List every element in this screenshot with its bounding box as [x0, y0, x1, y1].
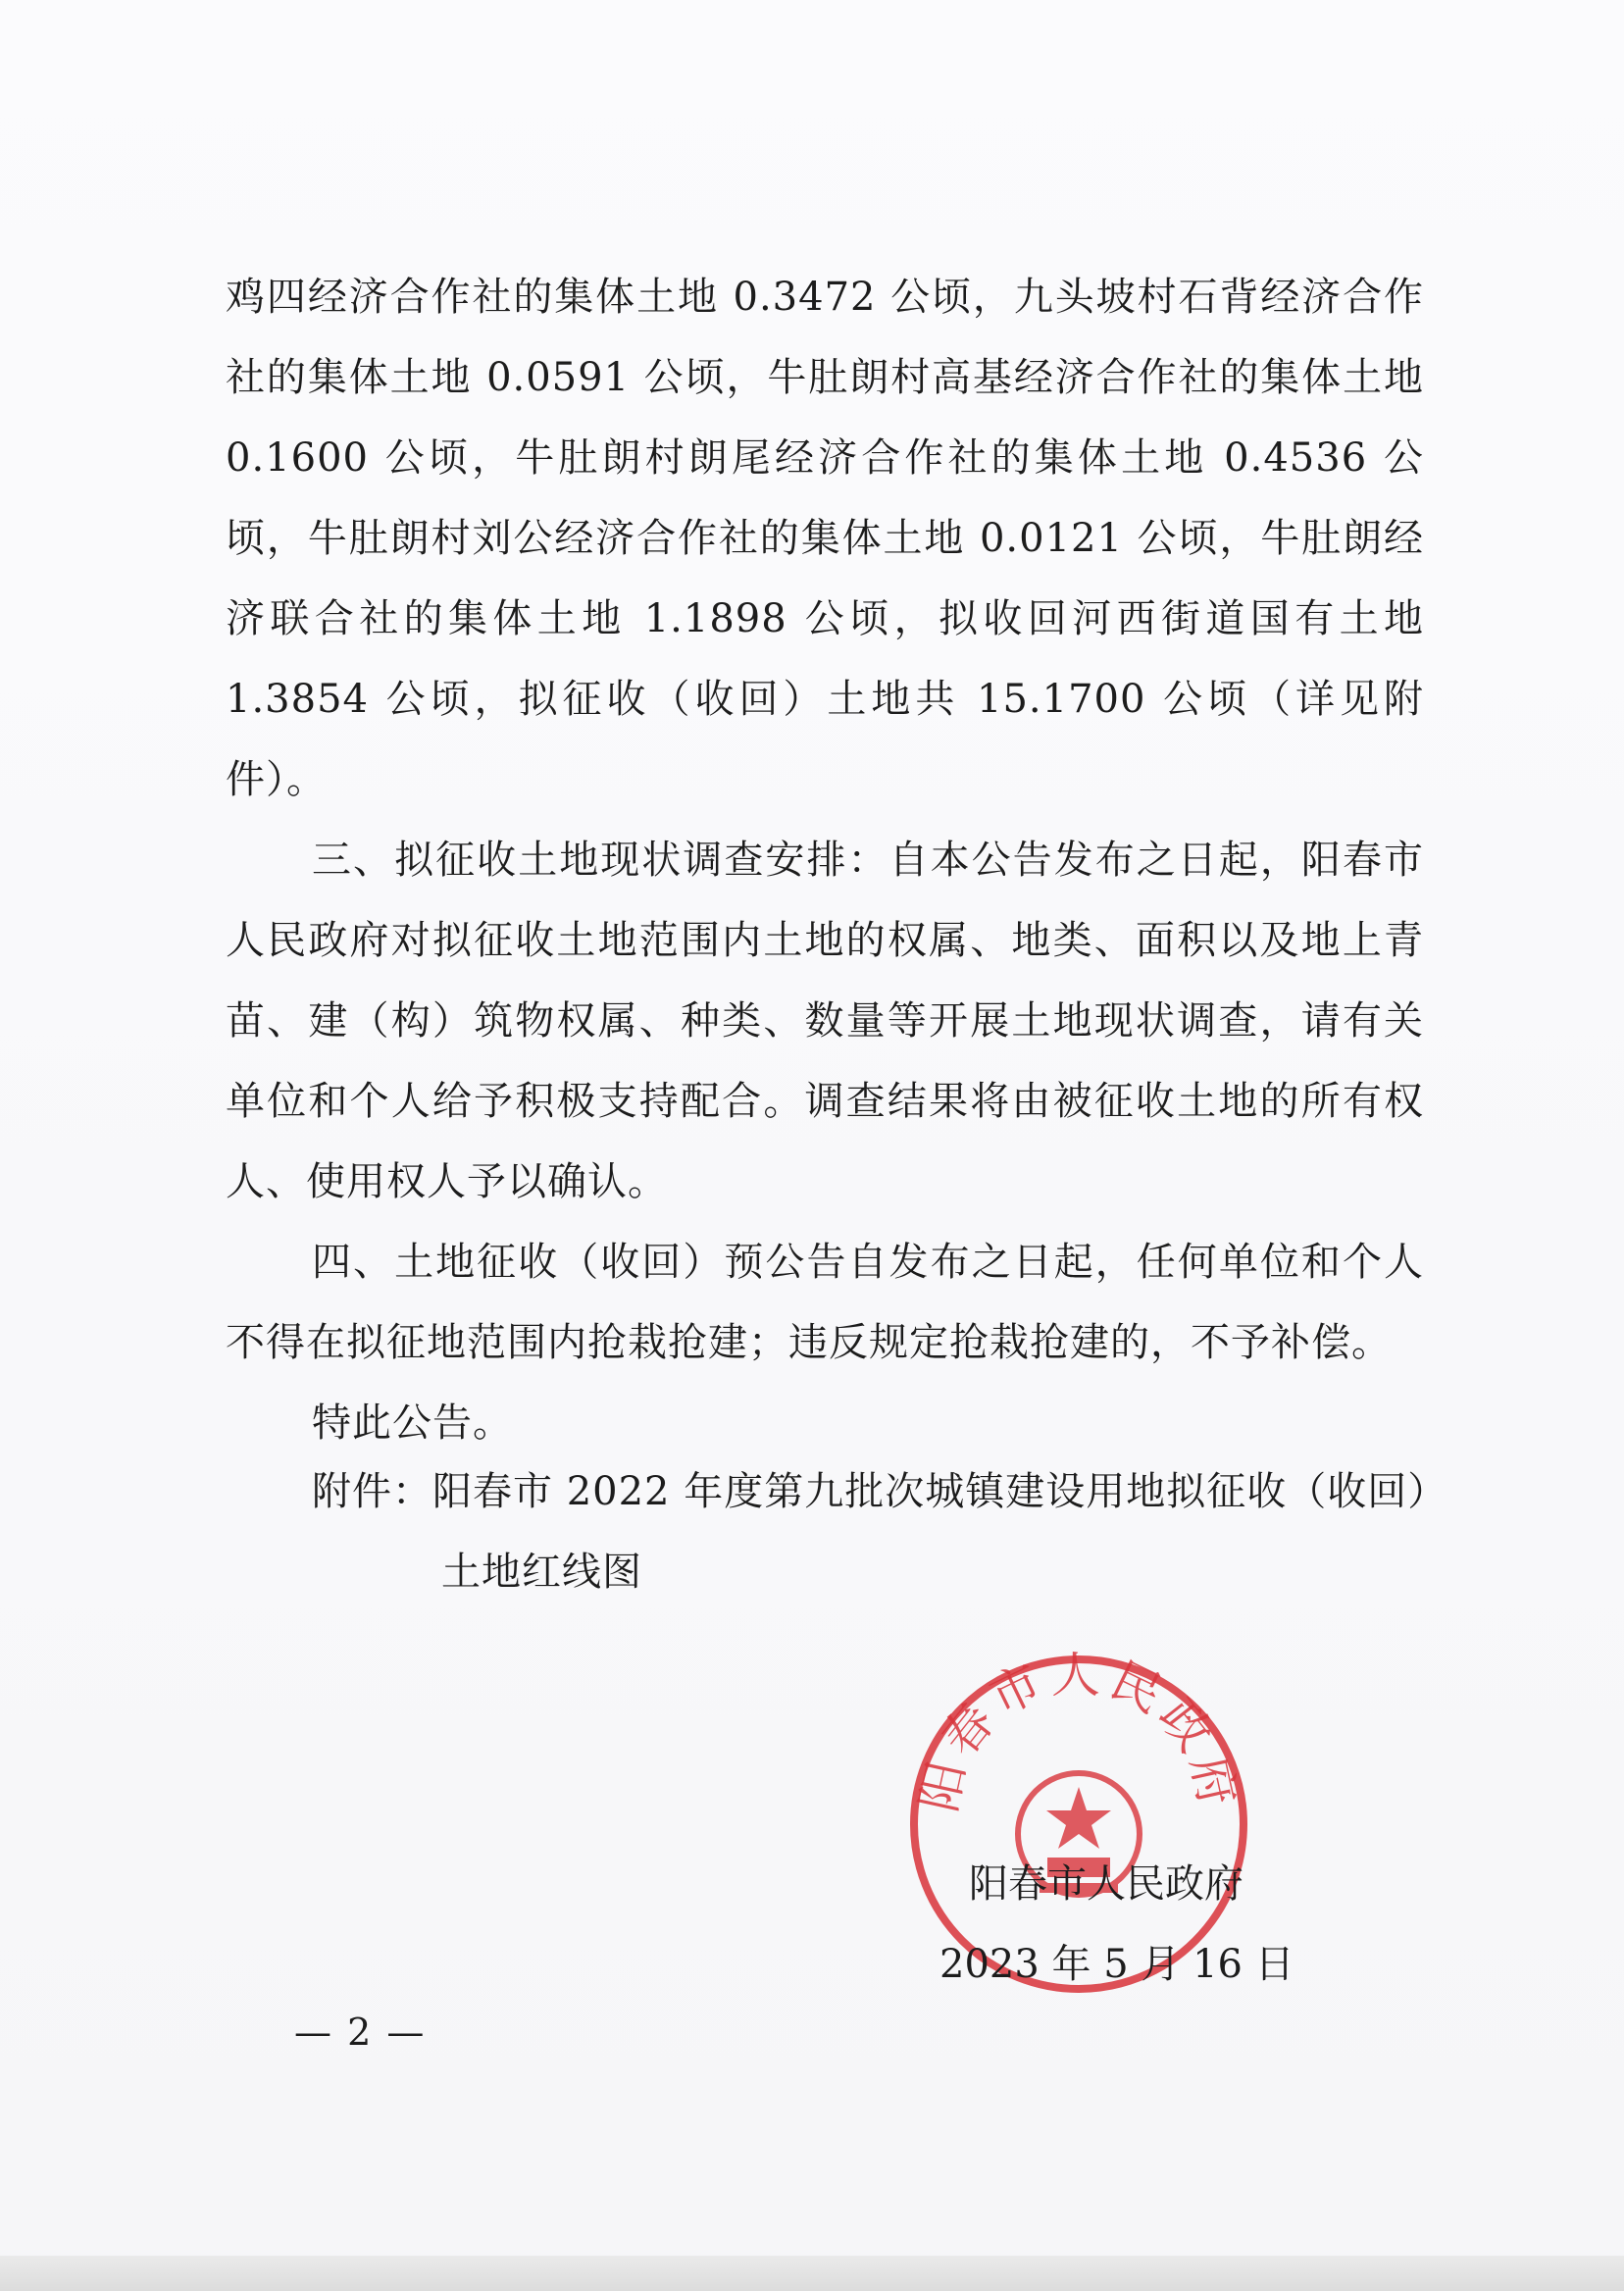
issue-date: 2023 年 5 月 16 日 — [939, 1942, 1294, 1987]
seal-text: 阳春市人民政府 — [909, 1648, 1248, 1817]
paragraph-closing: 特此公告。 — [312, 1400, 513, 1446]
scan-edge — [0, 2256, 1624, 2291]
attachment-line-2: 土地红线图 — [441, 1550, 642, 1595]
attachment-line-1: 附件：阳春市 2022 年度第九批次城镇建设用地拟征收（收回） — [312, 1469, 1448, 1514]
paragraph-prohibition: 四、土地征收（收回）预公告自发布之日起，任何单位和个人不得在拟征地范围内抢栽抢建；违反规定抢栽抢建的，不予补偿。 — [226, 1240, 1424, 1365]
paragraph-survey: 三、拟征收土地现状调查安排：自本公告发布之日起，阳春市人民政府对拟征收土地范围内土地的权属、地类、面积以及地上青苗、建（构）筑物权属、种类、数量等开展土地现状调查，请有关单位和个人给予积极支持配合。调查结果将由被征收土地的所有权人、使用权人予以确认。 — [226, 838, 1424, 1204]
signature-block — [939, 1844, 1294, 2005]
paragraph-land-list: 鸡四经济合作社的集体土地 0.3472 公顷，九头坡村石背经济合作社的集体土地 0.0591 公顷，牛肚朗村高基经济合作社的集体土地 0.1600 公顷，牛肚朗村朗尾经济合作社的集体土地 0.4536 公顷，牛肚朗村刘公经济合作社的集体土地 0.0121 公顷，牛肚朗经济联合社的集体土地 1.1898 公顷，拟收回河西街道国有土地 1.3854 公顷，拟征收（收回）土地共 15.1700 公顷（详见附件）。 — [226, 275, 1424, 802]
body-text — [226, 257, 1424, 1463]
page-number: — 2 — — [294, 2011, 427, 2054]
issuer-name: 阳春市人民政府 — [969, 1861, 1243, 1907]
attachment-note — [312, 1451, 1449, 1612]
